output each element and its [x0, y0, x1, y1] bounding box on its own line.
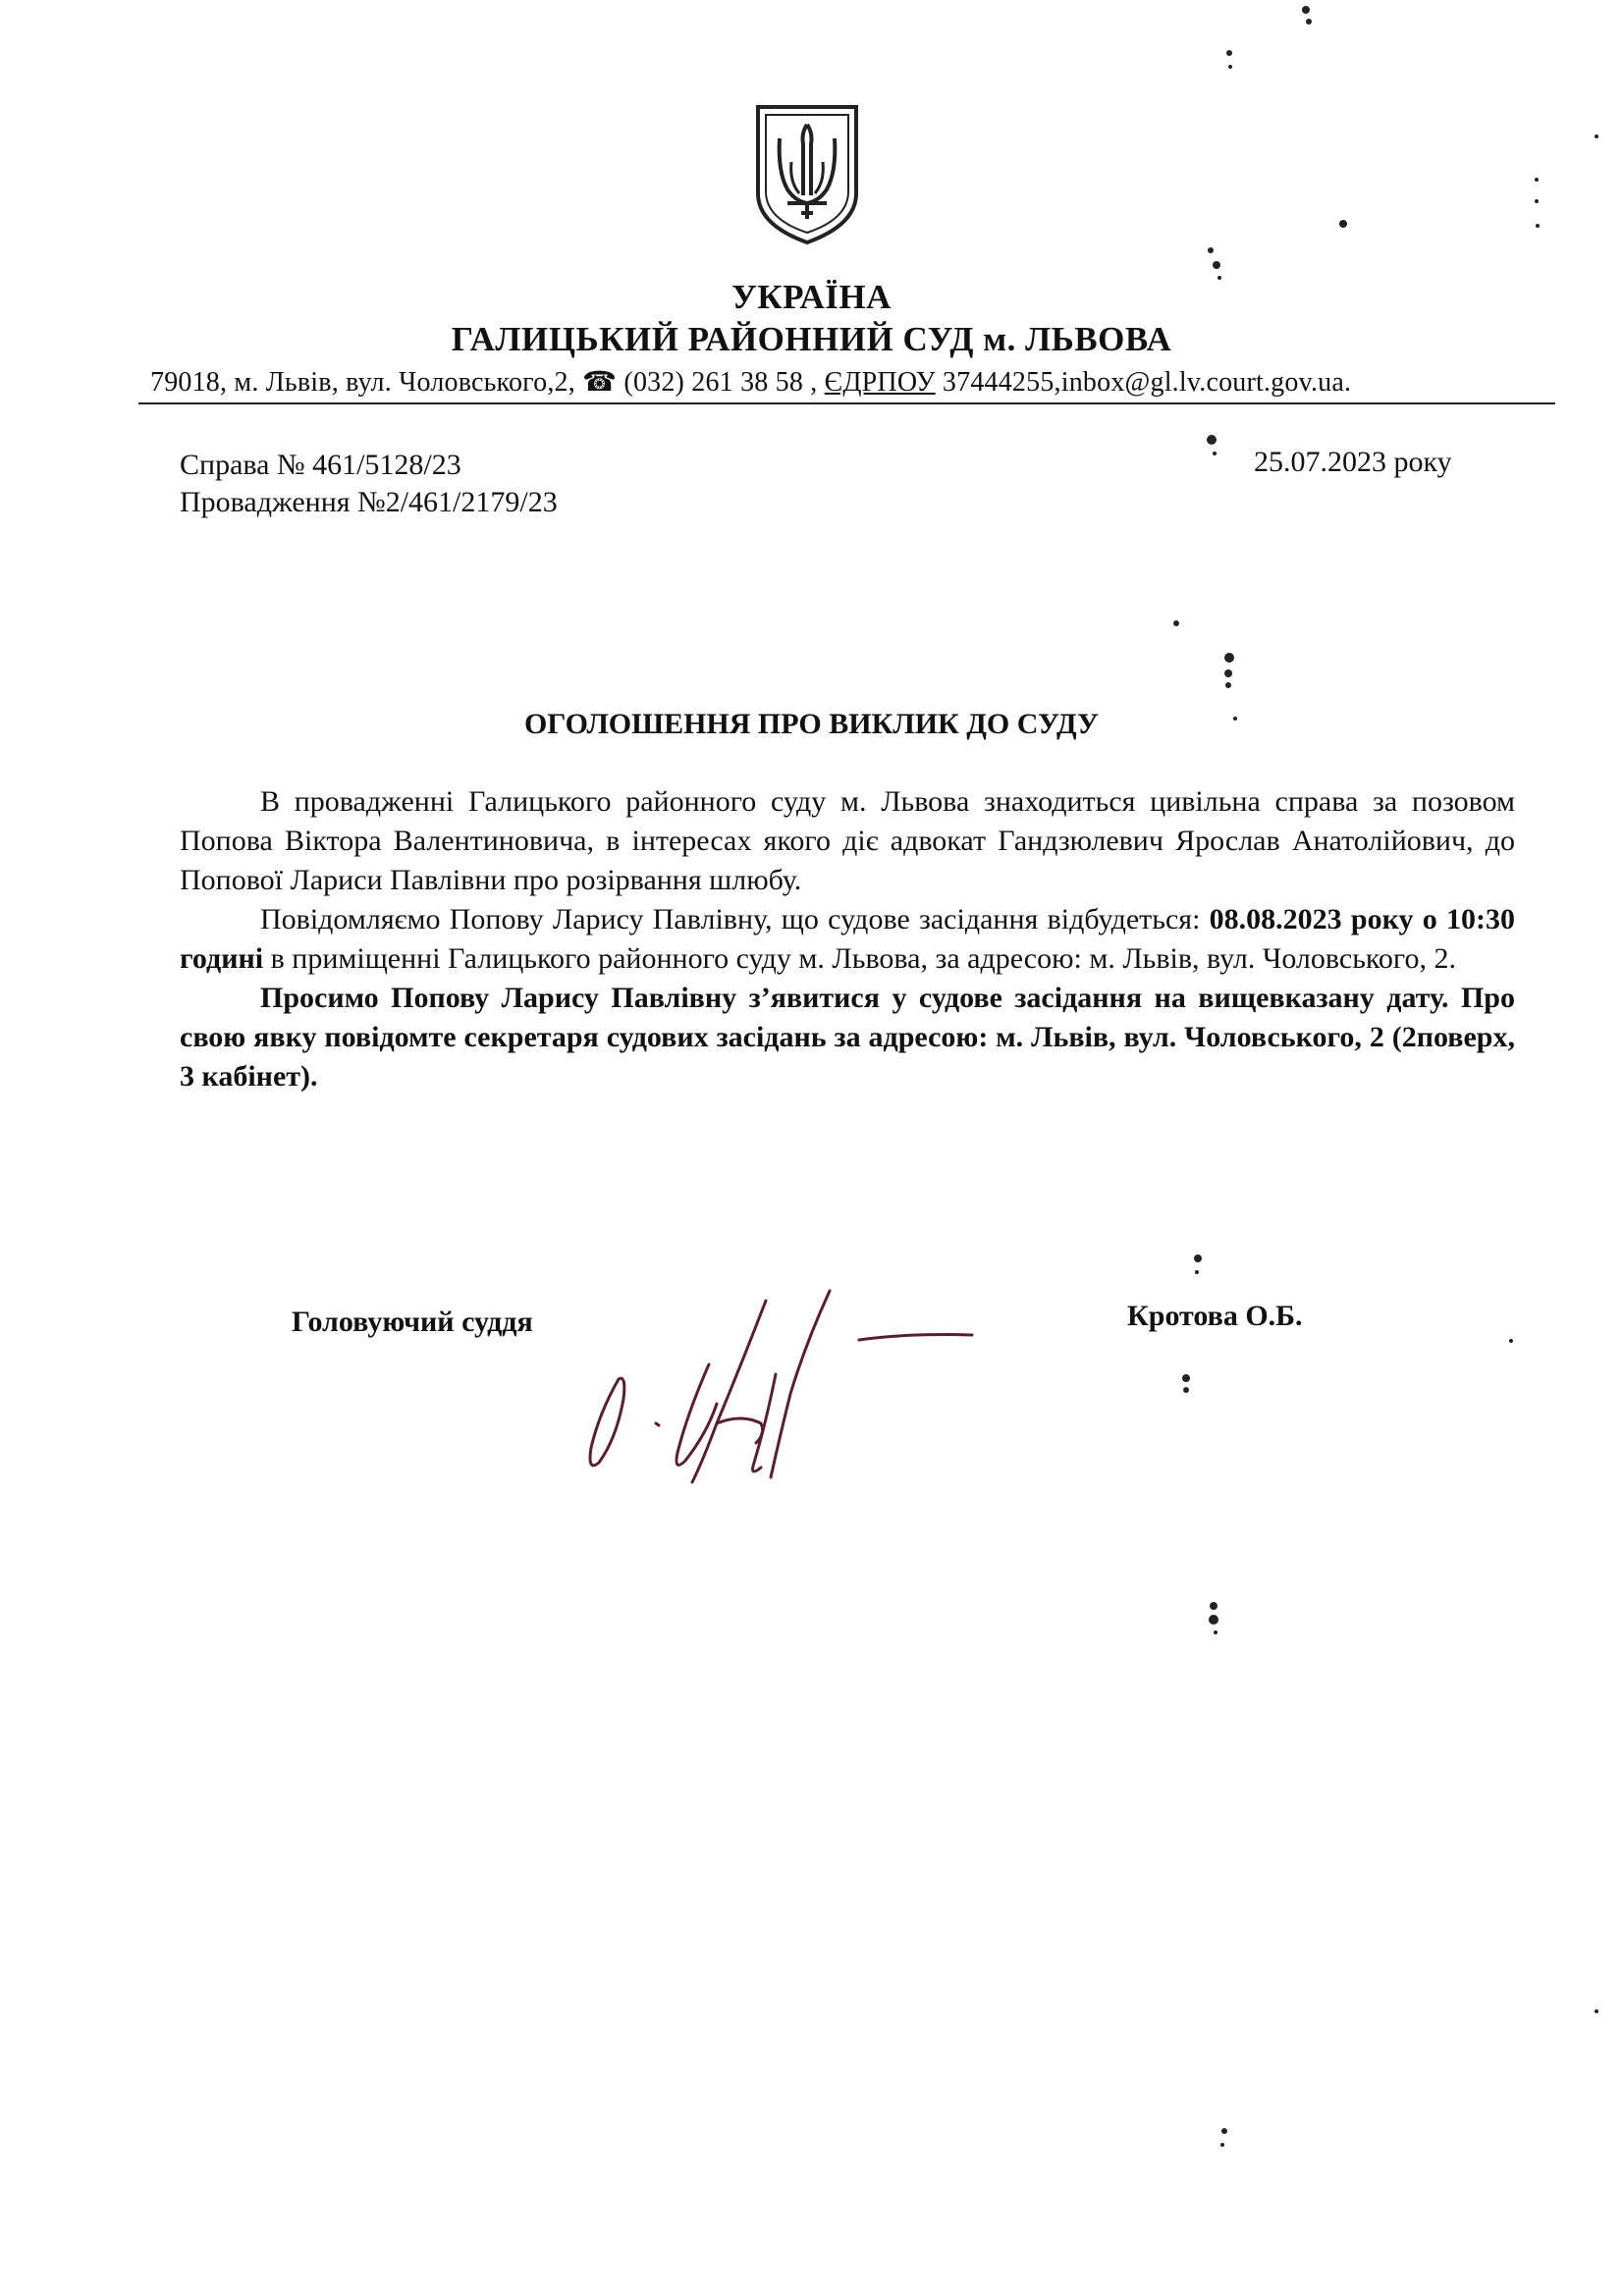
proceeding-number: Провадження №2/461/2179/23	[180, 486, 558, 518]
telephone-icon: ☎	[582, 367, 618, 398]
paragraph-appearance-request: Просимо Попову Ларису Павлівну з’явитися у судове засідання на вищевказану дату. Про свою явку повідомте секретаря судових засідань за адресою: м. Львів, вул. Чоловського, 2 (2поверх, 3 кабінет).	[180, 982, 1515, 1093]
court-address-line	[150, 365, 1351, 399]
paragraph-hearing-date	[180, 900, 1515, 979]
edrpou-label: ЄДРПОУ	[824, 367, 936, 398]
trident-emblem-icon	[752, 103, 862, 246]
hearing-datetime: 08.08.2023 року о 10:30 годині	[180, 903, 1515, 975]
case-number: Справа № 461/5128/23	[180, 449, 461, 481]
judge-name: Кротова О.Б.	[1127, 1300, 1303, 1332]
header-divider	[138, 402, 1555, 404]
notice-heading: ОГОЛОШЕННЯ ПРО ВИКЛИК ДО СУДУ	[523, 708, 1100, 740]
address-text: 79018, м. Львів, вул. Чоловського,2,	[150, 367, 583, 398]
hearing-text-start: Повідомляємо Попову Ларису Павлівну, що судове засідання відбудеться:	[260, 903, 1210, 935]
country-title: УКРАЇНА	[731, 278, 892, 316]
hearing-text-end: в приміщенні Галицького районного суду м. Львова, за адресою: м. Львів, вул. Чоловського, 2.	[263, 942, 1456, 975]
court-name: ГАЛИЦЬКИЙ РАЙОННИЙ СУД м. ЛЬВОВА	[451, 320, 1172, 358]
notice-body	[180, 782, 1515, 1096]
document-date: 25.07.2023 року	[1254, 446, 1452, 478]
handwritten-signature	[569, 1276, 1001, 1502]
edrpou-email: 37444255,inbox@gl.lv.court.gov.ua.	[935, 367, 1352, 398]
paragraph-case-info: В провадженні Галицького районного суду м. Львова знаходиться цивільна справа за позовом Попова Віктора Валентиновича, в інтересах якого діє адвокат Гандзюлевич Ярослав Анатолійович, до Попової Лариси Павлівни про розірвання шлюбу.	[180, 785, 1515, 896]
presiding-judge-title: Головуючий суддя	[292, 1306, 533, 1338]
phone-number: (032) 261 38 58 ,	[617, 367, 825, 398]
